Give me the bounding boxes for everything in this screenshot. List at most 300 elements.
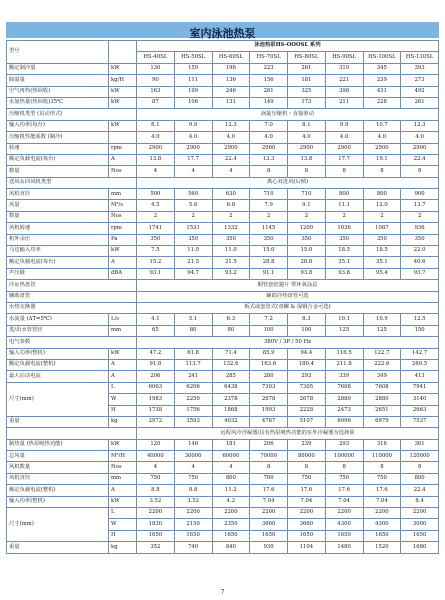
spec-row (7, 416, 439, 427)
value-cell: 7537 (401, 416, 439, 427)
model-header-cell: HS-60SL (212, 52, 250, 63)
value-cell: 8.1 (137, 120, 175, 131)
value-cell: 260.5 (401, 359, 439, 370)
value-cell: 106 (174, 97, 212, 108)
value-cell: 71.4 (212, 348, 250, 359)
row-unit: kW (109, 97, 137, 108)
spec-row (7, 211, 439, 222)
row-unit: mm (109, 473, 137, 484)
value-cell: 4 (174, 462, 212, 473)
row-unit: A (109, 154, 137, 165)
value-cell: 1830 (137, 519, 175, 530)
row-unit: L (109, 382, 137, 393)
value-cell: 350 (174, 234, 212, 245)
spec-row (7, 428, 439, 439)
value-cell: 630 (212, 189, 250, 200)
spec-row (7, 508, 439, 519)
value-cell: 91.1 (250, 268, 288, 279)
value-cell: 840 (212, 542, 250, 553)
value-cell: 159 (174, 63, 212, 74)
value-cell: 1756 (174, 405, 212, 416)
row-label: 额定负载电流(整机) (7, 485, 109, 496)
value-cell: 3.52 (137, 496, 175, 507)
value-cell: 94.4 (288, 348, 326, 359)
value-cell: 13.8 (288, 154, 326, 165)
value-cell: 7.04 (325, 496, 363, 507)
row-span-text: 离心双进风(后倾) (137, 177, 439, 188)
value-cell: 319 (325, 63, 363, 74)
value-cell: 120 (137, 439, 175, 450)
value-cell: 1145 (250, 223, 288, 234)
value-cell: 17.6 (325, 485, 363, 496)
value-cell: 2900 (174, 143, 212, 154)
value-cell: 800 (325, 189, 363, 200)
value-cell: 223 (250, 63, 288, 74)
value-cell: 261 (288, 63, 326, 74)
value-cell: 1650 (137, 530, 175, 541)
value-cell: 930 (250, 542, 288, 553)
value-cell: 5.1 (174, 314, 212, 325)
value-cell: 2900 (137, 143, 175, 154)
value-cell: 350 (363, 234, 401, 245)
value-cell: 132.6 (212, 359, 250, 370)
spec-row (7, 257, 439, 268)
value-cell: 60000 (212, 451, 250, 462)
value-cell: 2900 (288, 143, 326, 154)
row-label: 额定负载电流(每台) (7, 154, 109, 165)
value-cell: 22.4 (212, 154, 250, 165)
row-label: 冷＆热盘管 (7, 280, 137, 291)
value-cell: 30000 (174, 451, 212, 462)
spec-row (7, 280, 439, 291)
value-cell: 8 (325, 166, 363, 177)
model-header-cell: HS-40SL (137, 52, 175, 63)
value-cell: 15.0 (288, 246, 326, 257)
value-cell: 2663 (401, 405, 439, 416)
value-cell: 120000 (401, 451, 439, 462)
value-cell: 80 (174, 325, 212, 336)
row-unit: kg (109, 416, 137, 427)
value-cell: 65 (137, 325, 175, 336)
value-cell: 4.0 (325, 132, 363, 143)
value-cell: 339 (325, 371, 363, 382)
value-cell: 6063 (137, 382, 175, 393)
value-cell: 131 (212, 97, 250, 108)
value-cell: 4.0 (174, 132, 212, 143)
row-unit: M³/s (109, 200, 137, 211)
value-cell: 2250 (174, 394, 212, 405)
value-cell: 12.5 (401, 314, 439, 325)
row-label: 重量 (7, 416, 109, 427)
spec-row (7, 223, 439, 234)
value-cell: 7.04 (250, 496, 288, 507)
row-label: 输入功率(每台) (7, 120, 109, 131)
spec-row (7, 97, 439, 108)
value-cell: 1520 (363, 542, 401, 553)
row-unit: W (109, 394, 137, 405)
value-cell: 17.7 (325, 154, 363, 165)
value-cell: 181 (288, 75, 326, 86)
model-header-cell: HS-70SL (250, 52, 288, 63)
value-cell: 7.9 (250, 200, 288, 211)
value-cell: 2972 (137, 416, 175, 427)
value-cell: 180.4 (288, 359, 326, 370)
value-cell: 1868 (212, 405, 250, 416)
row-unit: A (109, 485, 137, 496)
value-cell: 6206 (174, 382, 212, 393)
value-cell: 4 (212, 462, 250, 473)
spec-row (7, 473, 439, 484)
value-cell: 28.8 (288, 257, 326, 268)
value-cell: 7.0 (250, 120, 288, 131)
spec-row (7, 75, 439, 86)
value-cell: 800 (212, 473, 250, 484)
value-cell: 2200 (250, 508, 288, 519)
value-cell: 350 (325, 234, 363, 245)
row-unit: kW (109, 246, 137, 257)
value-cell: 6979 (363, 416, 401, 427)
value-cell: 1650 (325, 530, 363, 541)
value-cell: 181 (212, 439, 250, 450)
spec-row (7, 302, 439, 313)
value-cell: 2900 (250, 143, 288, 154)
spec-row (7, 337, 439, 348)
spec-row (7, 485, 439, 496)
value-cell: 1200 (288, 223, 326, 234)
value-cell: 7.04 (288, 496, 326, 507)
value-cell: 122.7 (363, 348, 401, 359)
value-cell: 1087 (363, 223, 401, 234)
row-unit: H (109, 405, 137, 416)
value-cell: 111 (174, 75, 212, 86)
value-cell: 113.7 (174, 359, 212, 370)
value-cell: 4300 (363, 519, 401, 530)
value-cell: 21.5 (174, 257, 212, 268)
value-cell: 2 (174, 211, 212, 222)
value-cell: 7303 (250, 382, 288, 393)
value-cell: 4 (212, 166, 250, 177)
row-unit: A (109, 257, 137, 268)
value-cell: 4 (174, 166, 212, 177)
value-cell: 3660 (288, 519, 326, 530)
row-label: 机外余压 (7, 234, 109, 245)
value-cell: 28.8 (250, 257, 288, 268)
value-cell: 13.7 (401, 200, 439, 211)
model-header-cell: HS-110SL (401, 52, 439, 63)
spec-row (7, 63, 439, 74)
value-cell: 4787 (250, 416, 288, 427)
value-cell: 8 (288, 166, 326, 177)
row-label: 总风量 (7, 451, 109, 462)
spec-row (7, 382, 439, 393)
value-cell: 4.0 (137, 132, 175, 143)
row-span-text: 辅助冷热盘管可选 (137, 291, 439, 302)
value-cell: 10.7 (363, 120, 401, 131)
value-cell: 93.8 (288, 268, 326, 279)
value-cell: 1650 (212, 530, 250, 541)
value-cell: 1650 (288, 530, 326, 541)
value-cell: 2880 (363, 394, 401, 405)
row-unit: M³/H (109, 451, 137, 462)
value-cell: 61.8 (174, 348, 212, 359)
spec-row (7, 109, 439, 120)
value-cell: 12.3 (212, 120, 250, 131)
row-label: 额定负载电流(整机) (7, 359, 109, 370)
value-cell: 85.9 (250, 348, 288, 359)
value-cell: 93.2 (212, 268, 250, 279)
value-cell: 1531 (174, 223, 212, 234)
value-cell: 2150 (174, 519, 212, 530)
row-label: 输入功率(整机) (7, 348, 109, 359)
value-cell: 936 (401, 223, 439, 234)
row-label: 风机直径 (7, 473, 109, 484)
value-cell: 80 (212, 325, 250, 336)
row-unit: dBA (109, 268, 137, 279)
value-cell: 70000 (250, 451, 288, 462)
value-cell: 273 (401, 75, 439, 86)
value-cell: 800 (363, 189, 401, 200)
row-label: 压缩机类型 (启动形式) (7, 109, 137, 120)
value-cell: 95.4 (363, 268, 401, 279)
row-label (7, 428, 137, 439)
value-cell: 93.7 (401, 268, 439, 279)
spec-row (7, 200, 439, 211)
row-unit: L/s (109, 314, 137, 325)
row-span-text: 涡旋压缩机・直接驱动 (137, 109, 439, 120)
value-cell: 1680 (401, 542, 439, 553)
value-cell: 3140 (401, 394, 439, 405)
value-cell: 900 (401, 189, 439, 200)
value-cell: 2900 (401, 143, 439, 154)
value-cell: 4032 (212, 416, 250, 427)
value-cell: 206 (250, 439, 288, 450)
value-cell: 2228 (288, 405, 326, 416)
value-cell: 2350 (212, 519, 250, 530)
value-cell: 91.8 (137, 359, 175, 370)
page-title: 室内泳池热泵 (189, 27, 256, 40)
value-cell: 7.2 (250, 314, 288, 325)
value-cell: 325 (288, 86, 326, 97)
value-cell: 345 (363, 63, 401, 74)
value-cell: 352 (137, 542, 175, 553)
value-cell: 2200 (288, 508, 326, 519)
value-cell: 4.0 (288, 132, 326, 143)
row-label: 重量 (7, 542, 109, 553)
value-cell: 10.1 (325, 314, 363, 325)
value-cell: 10.9 (363, 314, 401, 325)
value-cell: 2200 (137, 508, 175, 519)
value-cell: 560 (174, 189, 212, 200)
value-cell: 8.8 (137, 485, 175, 496)
value-cell: 413 (401, 371, 439, 382)
row-label: 送风＆回风机类型 (7, 177, 137, 188)
value-cell: 239 (363, 75, 401, 86)
value-cell: 13.3 (250, 154, 288, 165)
row-label: 压缩机性能系数 (制冷) (7, 132, 109, 143)
page-title-bar (6, 22, 439, 38)
row-label: 水加热量(热回收)35℃ (7, 97, 109, 108)
value-cell: 261 (401, 97, 439, 108)
value-cell: 228 (363, 97, 401, 108)
spec-row (7, 291, 439, 302)
value-cell: 17.6 (363, 485, 401, 496)
row-label: 数量 (7, 166, 109, 177)
value-cell: 1738 (137, 405, 175, 416)
value-cell: 8 (363, 166, 401, 177)
value-cell: 196 (212, 63, 250, 74)
value-cell: 110000 (363, 451, 401, 462)
row-label: 风机直径 (7, 189, 109, 200)
model-header-cell: HS-50SL (174, 52, 212, 63)
value-cell: 293 (325, 439, 363, 450)
value-cell: 2900 (212, 143, 250, 154)
value-cell: 21.5 (212, 257, 250, 268)
value-cell: 19.1 (363, 154, 401, 165)
row-unit: L (109, 508, 137, 519)
spec-row (7, 451, 439, 462)
value-cell: 1332 (212, 223, 250, 234)
spec-row (7, 268, 439, 279)
value-cell: 246 (212, 86, 250, 97)
value-cell: 740 (174, 542, 212, 553)
row-unit: kW (109, 496, 137, 507)
value-cell: 206 (137, 371, 175, 382)
row-label: 最大启动电流 (7, 371, 109, 382)
value-cell: 125 (363, 325, 401, 336)
value-cell: 6.8 (212, 200, 250, 211)
row-unit (109, 132, 137, 143)
model-label: 型号 (7, 41, 109, 64)
value-cell: 4.0 (363, 132, 401, 143)
row-unit: kg/H (109, 75, 137, 86)
value-cell: 398 (325, 86, 363, 97)
value-cell: 4300 (325, 519, 363, 530)
value-cell: 35.1 (363, 257, 401, 268)
model-header-cell: HS-90SL (325, 52, 363, 63)
value-cell: 116.5 (325, 348, 363, 359)
value-cell: 8 (401, 462, 439, 473)
value-cell: 1650 (401, 530, 439, 541)
value-cell: 211 (325, 97, 363, 108)
value-cell: 2 (250, 211, 288, 222)
value-cell: 393 (401, 63, 439, 74)
value-cell: 146 (174, 439, 212, 450)
value-cell: 8 (288, 462, 326, 473)
row-label: 水热交换器 (7, 302, 137, 313)
value-cell: 2900 (363, 143, 401, 154)
spec-row (7, 166, 439, 177)
row-unit: mm (109, 189, 137, 200)
spec-row (7, 234, 439, 245)
row-span-text: 380V / 3P / 50 Hz (137, 337, 439, 348)
value-cell: 7608 (325, 382, 363, 393)
row-unit: kW (109, 439, 137, 450)
value-cell: 125 (325, 325, 363, 336)
row-label: 马达输入功率 (7, 246, 109, 257)
series-name: 泳池热泵HS-OOOSL 系列 (137, 41, 439, 52)
value-cell: 7608 (363, 382, 401, 393)
spec-row (7, 143, 439, 154)
value-cell: 710 (288, 189, 326, 200)
value-cell: 12.3 (401, 120, 439, 131)
value-cell: 8.4 (401, 496, 439, 507)
value-cell: 1036 (325, 223, 363, 234)
value-cell: 281 (250, 86, 288, 97)
value-cell: 8.3 (288, 314, 326, 325)
row-label: 空气再热(热回收) (7, 86, 109, 97)
value-cell: 5.6 (174, 200, 212, 211)
value-cell: 6438 (212, 382, 250, 393)
row-unit: kW (109, 348, 137, 359)
value-cell: 4 (137, 166, 175, 177)
value-cell: 4.1 (137, 314, 175, 325)
spec-row (7, 120, 439, 131)
value-cell: 2 (325, 211, 363, 222)
row-label: 输入功率(整机) (7, 496, 109, 507)
value-cell: 431 (363, 86, 401, 97)
model-header-cell: HS-100SL (363, 52, 401, 63)
value-cell: 11.0 (174, 246, 212, 257)
value-cell: 149 (250, 97, 288, 108)
value-cell: 2473 (325, 405, 363, 416)
value-cell: 2 (288, 211, 326, 222)
spec-row (7, 325, 439, 336)
value-cell: 2678 (250, 394, 288, 405)
row-label: 数量 (7, 211, 109, 222)
value-cell: 4.5 (137, 200, 175, 211)
value-cell: 173 (288, 97, 326, 108)
row-label: 风机数量 (7, 462, 109, 473)
value-cell: 700 (250, 473, 288, 484)
value-cell: 2880 (325, 394, 363, 405)
row-label: 电气参数 (7, 337, 137, 348)
value-cell: 11.2 (212, 485, 250, 496)
value-cell: 22.4 (401, 154, 439, 165)
value-cell: 8.8 (174, 485, 212, 496)
value-cell: 17.6 (250, 485, 288, 496)
spec-row (7, 496, 439, 507)
value-cell: 2200 (174, 508, 212, 519)
value-cell: 750 (363, 473, 401, 484)
value-cell: 750 (288, 473, 326, 484)
value-cell: 199 (174, 86, 212, 97)
value-cell: 150 (401, 325, 439, 336)
value-cell: 710 (250, 189, 288, 200)
value-cell: 7305 (288, 382, 326, 393)
value-cell: 17.6 (288, 485, 326, 496)
value-cell: 8 (250, 462, 288, 473)
value-cell: 350 (401, 234, 439, 245)
value-cell: 17.7 (174, 154, 212, 165)
value-cell: 293 (288, 371, 326, 382)
row-label: 额定制冷量 (7, 63, 109, 74)
spec-row (7, 177, 439, 188)
value-cell: 6096 (325, 416, 363, 427)
row-unit: A (109, 359, 137, 370)
spec-row (7, 189, 439, 200)
value-cell: 9.1 (288, 200, 326, 211)
value-cell: 750 (174, 473, 212, 484)
value-cell: 87 (137, 97, 175, 108)
spec-row (7, 371, 439, 382)
value-cell: 4 (137, 462, 175, 473)
spec-row (7, 154, 439, 165)
row-label: 尺寸(mm) (7, 508, 109, 542)
model-header-cell: HS-80SL (288, 52, 326, 63)
value-cell: 8 (325, 462, 363, 473)
value-cell: 4.2 (212, 496, 250, 507)
value-cell: 2200 (363, 508, 401, 519)
